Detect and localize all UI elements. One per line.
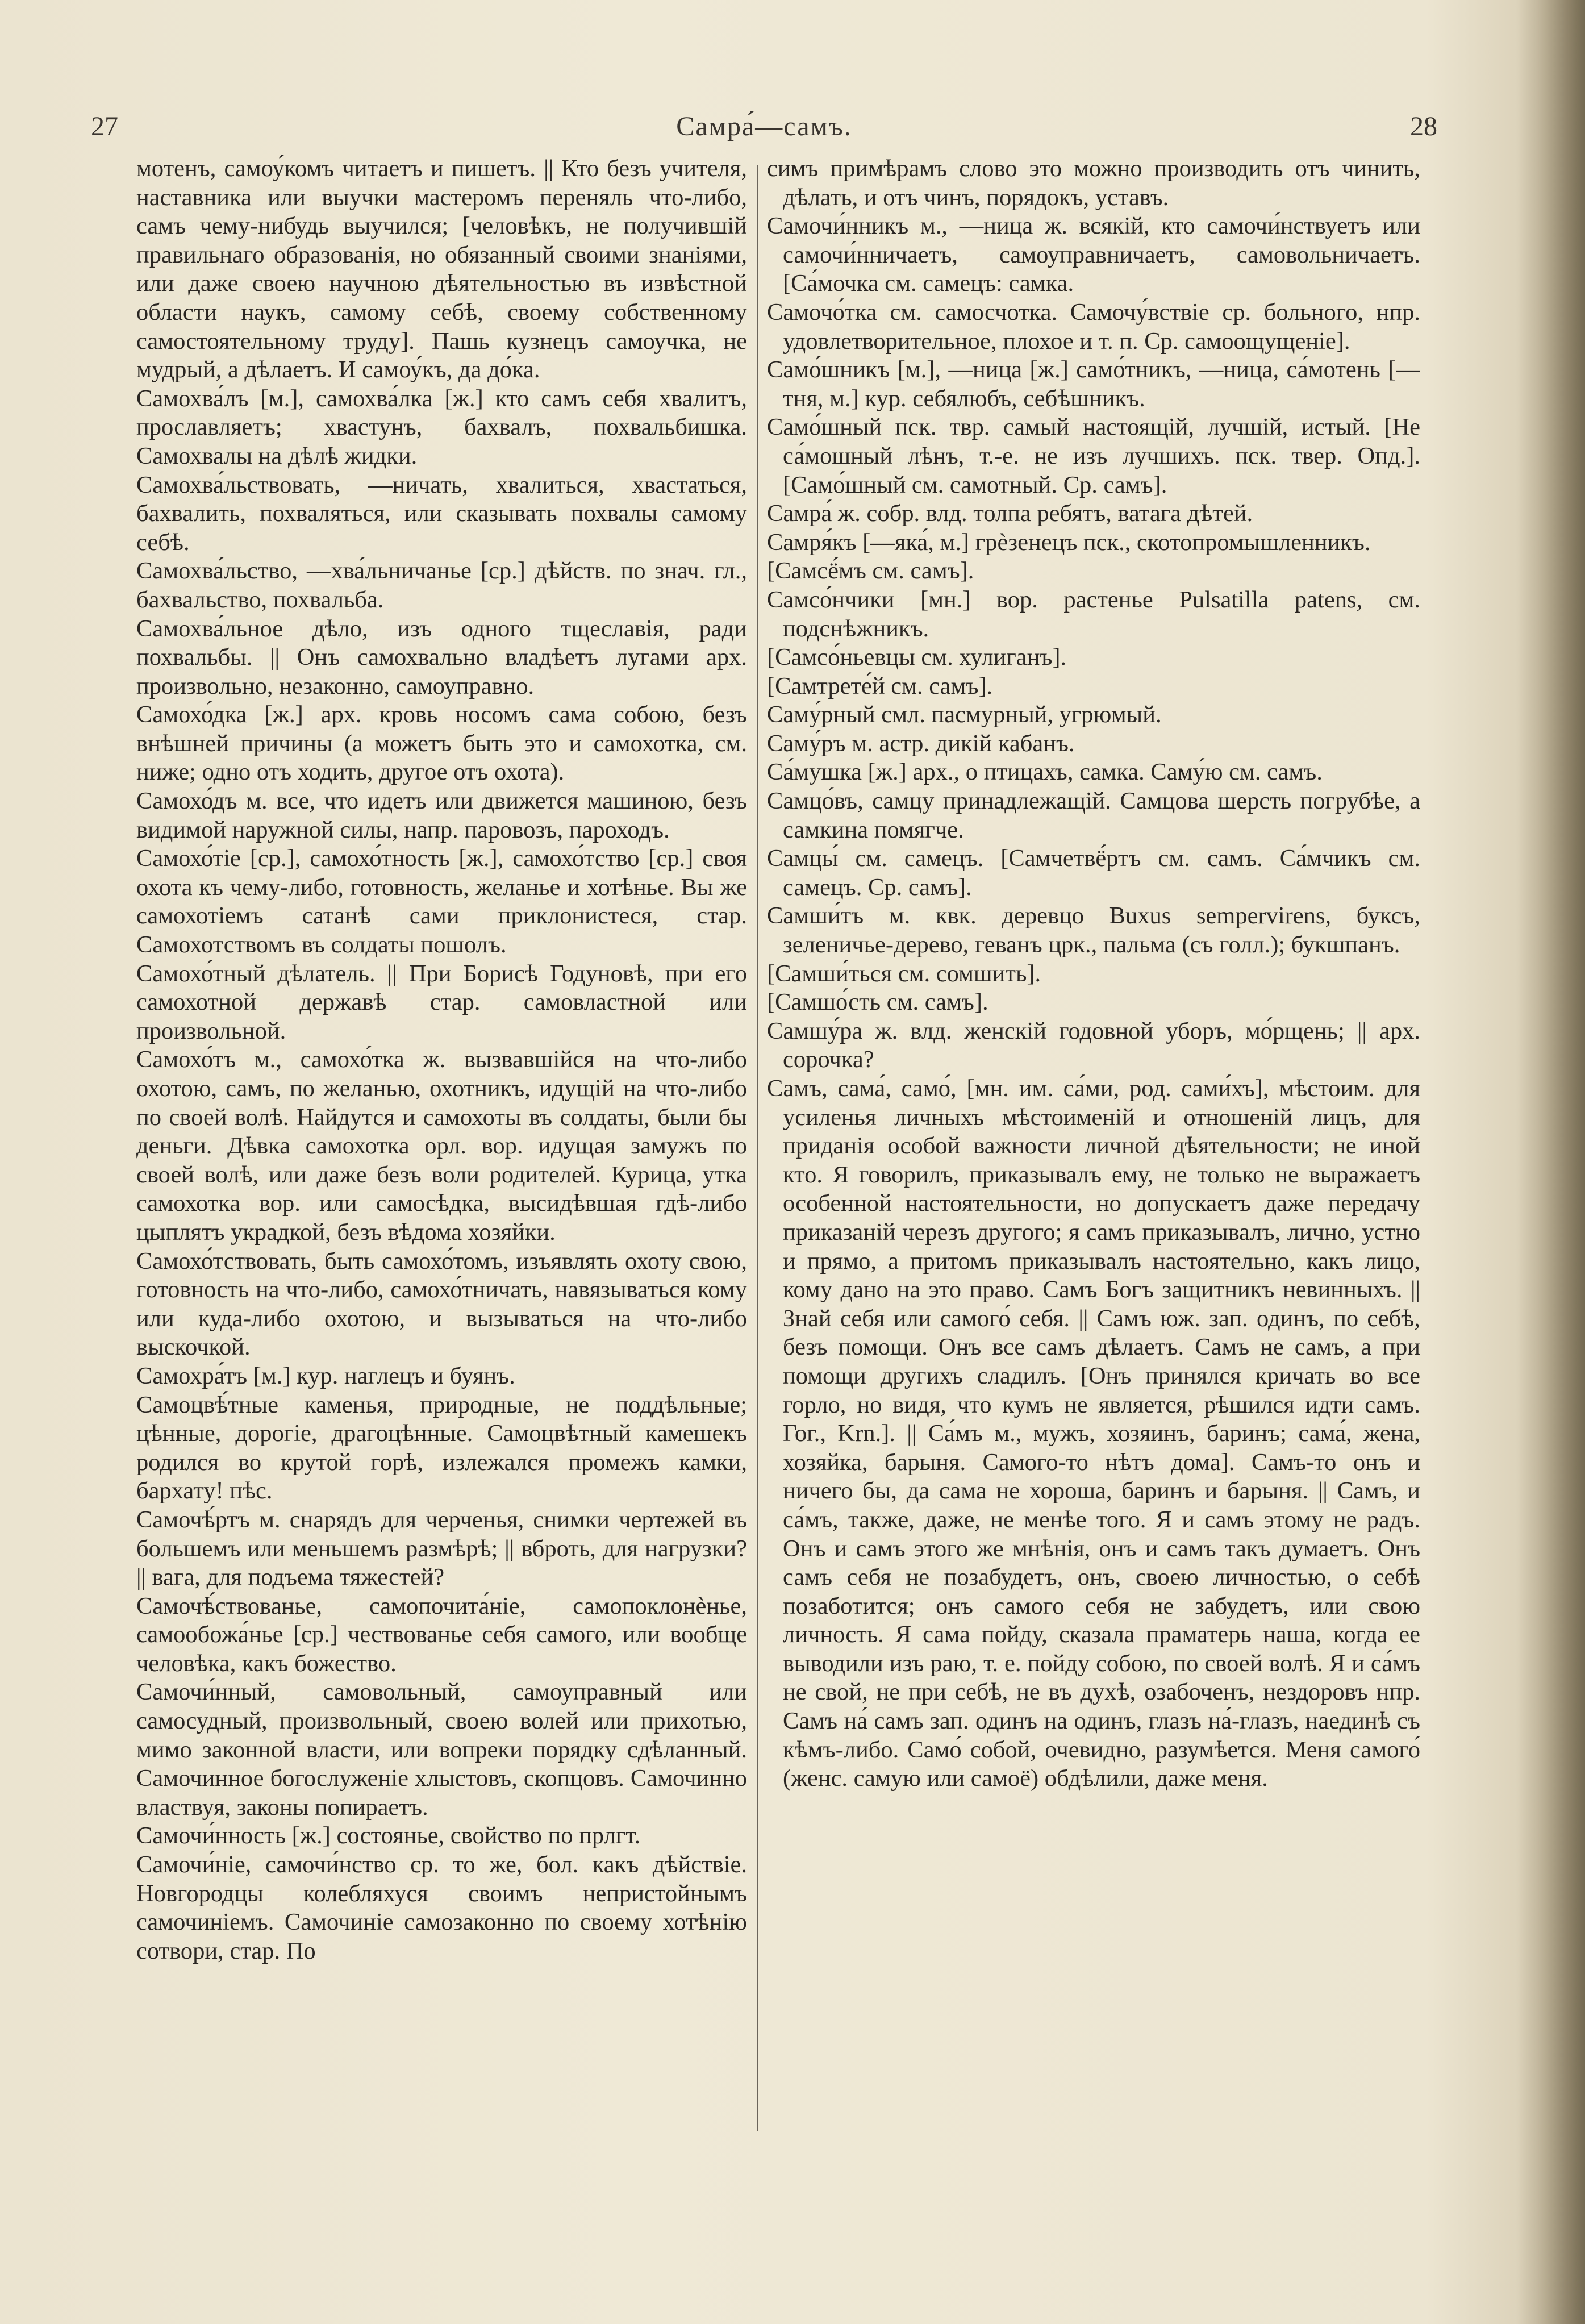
- page-number-right: 28: [1410, 111, 1437, 141]
- right-column: [767, 155, 1420, 2132]
- dictionary-entry: Самцы́ см. самецъ. [Самчетвё́ртъ см. самъ. Са́мчикъ см. самецъ. Ср. самъ].: [767, 845, 1420, 901]
- dictionary-entry: Самочи́нность [ж.] состоянье, свойство по прлгт.: [136, 1822, 641, 1850]
- dictionary-entry: Са́мушка [ж.] арх., о птицахъ, самка. Саму́ю см. самъ.: [767, 759, 1323, 786]
- dictionary-entry: Саму́рный смл. пасмурный, угрюмый.: [767, 701, 1162, 728]
- dictionary-entry: Самъ, сама́, само́, [мн. им. са́ми, род. сами́хъ], мѣстоим. для усиленья личныхъ мѣстоименій и отношеній лицъ, для приданія особой важности личной дѣятельности; не иной кто. Я говорилъ, приказывалъ ему, не только не выражаетъ особенной настоятельности, но допускаетъ даже передачу приказаній черезъ другого; я самъ приказывалъ, лично, устно и прямо, а притомъ приказывалъ настоятельно, какъ лицо, кому дано на это право. Самъ Богъ защитникъ невинныхъ. || Знай себя или самого́ себя. || Самъ юж. зап. одинъ, по себѣ, безъ помощи. Онъ все самъ дѣлаетъ. Самъ не самъ, а при помощи другихъ сладилъ. [Онъ принялся кричать во все горло, но видя, что кумъ не является, рѣшился идти самъ. Гог., Krn.]. || Са́мъ м., мужъ, хозяинъ, баринъ; сама́, жена, хозяйка, барыня. Самого-то нѣтъ дома]. Самъ-то онъ и ничего бы, да сама не хороша, баринъ и барыня. || Самъ, и са́мъ, также, даже, не менѣе того. Я и самъ этому не радъ. Онъ и самъ этого же мнѣнія, онъ и самъ такъ думаетъ. Онъ самъ себя не позабудетъ, онъ, своею личностью, о себѣ позаботится; онъ самого себя не забудетъ, или свою личность. Я сама пойду, сказала праматерь наша, когда ее выводили изъ раю, т. е. пойду собою, по своей волѣ. Я и са́мъ не свой, не при себѣ, не въ духѣ, озабоченъ, нездоровъ нпр. Самъ на́ самъ зап. одинъ на одинъ, глазъ на́-глазъ, наединѣ съ кѣмъ-либо. Само́ собой, очевидно, разумѣется. Меня самого́ (женс. самую или самоё) обдѣлили, даже меня.: [767, 1075, 1420, 1792]
- dictionary-entry: Самочи́ніе, самочи́нство ср. то же, бол. какъ дѣйствіе. Новгородцы колебляхуся своимъ непристойнымъ самочиніемъ. Самочиніе самозаконно по своему хотѣнію сотвори, стар. По: [136, 1851, 747, 1964]
- dictionary-entry: Самохо́тствовать, быть самохо́томъ, изъявлять охоту свою, готовность на что-либо, самохо́тничать, навязываться кому или куда-либо охотою, и вызываться на что-либо выскочкой.: [136, 1247, 747, 1361]
- left-column: [136, 155, 747, 2132]
- dictionary-entry: Самочи́нникъ м., —ница ж. всякій, кто самочи́нствуетъ или самочи́нничаетъ, самоуправничаетъ, самовольничаетъ. [Са́мочка см. самецъ: самка.: [767, 213, 1420, 297]
- column-divider: [757, 165, 758, 2131]
- dictionary-entry: Самохва́льство, —хва́льничанье [ср.] дѣйств. по знач. гл., бахвальство, похвальба.: [136, 557, 747, 613]
- dictionary-entry: Самохва́льствовать, —ничать, хвалиться, хвастаться, бахвалить, похваляться, или сказывать похвалы самому себѣ.: [136, 471, 747, 556]
- dictionary-entry: Самохра́тъ [м.] кур. наглецъ и буянъ.: [136, 1362, 515, 1389]
- dictionary-entry: Самоцвѣ́тные каменья, природные, не поддѣльные; цѣнные, дорогіе, драгоцѣнные. Самоцвѣтный камешекъ родился во крутой горѣ, излежался промежъ камки, бархату! пѣс.: [136, 1391, 747, 1505]
- dictionary-entry: Самцо́въ, самцу принадлежащій. Самцова шерсть погрубѣе, а самкина помягче.: [767, 788, 1420, 843]
- dictionary-entry: [Самсо́ньевцы см. хулиганъ].: [767, 644, 1067, 671]
- dictionary-entry: Самшу́ра ж. влд. женскій годовной уборъ, мо́рщень; || арх. сорочка?: [767, 1017, 1420, 1073]
- page-number-left: 27: [91, 111, 118, 141]
- dictionary-entry: [Самсё́мъ см. самъ].: [767, 557, 974, 585]
- dictionary-entry: симъ примѣрамъ слово это можно производить отъ чинить, дѣлать, и отъ чинъ, порядокъ, уставъ.: [767, 155, 1420, 211]
- dictionary-entry: Самши́тъ м. квк. деревцо Buxus sempervirens, буксъ, зеленичье-дерево, геванъ црк., пальма (съ голл.); букшпанъ.: [767, 902, 1420, 959]
- dictionary-entry: [Самтрете́й см. самъ].: [767, 672, 993, 699]
- dictionary-entry: Самсо́нчики [мн.] вор. растенье Pulsatilla patens, см. подснѣжникъ.: [767, 586, 1420, 642]
- dictionary-entry: Самочѣ́ртъ м. снарядъ для черченья, снимки чертежей въ большемъ или меньшемъ размѣрѣ; || вброть, для нагрузки? || вага, для подъема тяжестей?: [136, 1506, 747, 1591]
- dictionary-entry: Самохо́тіе [ср.], самохо́тность [ж.], самохо́тство [ср.] своя охота къ чему-либо, готовность, желанье и хотѣнье. Вы же самохотіемъ сатанѣ сами приклонистеся, стар. Самохотствомъ въ солдаты пошолъ.: [136, 845, 747, 959]
- dictionary-entry: Самохва́лъ [м.], самохва́лка [ж.] кто самъ себя хвалитъ, прославляетъ; хвастунъ, бахвалъ, похвальбишка. Самохвалы на дѣлѣ жидки.: [136, 385, 747, 469]
- dictionary-entry: Самохо́дка [ж.] арх. кровь носомъ сама собою, безъ внѣшней причины (а можетъ быть это и самохотка, см. ниже; одно отъ ходить, другое отъ охота).: [136, 701, 747, 786]
- dictionary-entry: Самря́къ [—яка́, м.] грѐзенецъ пск., скотопромышленникъ.: [767, 528, 1371, 556]
- dictionary-entry: Самочѣ́ствованье, самопочита́ніе, самопоклонѐнье, самообожа́нье [ср.] чествованье себя самого, или вообще человѣка, какъ божество.: [136, 1592, 747, 1677]
- dictionary-entry: Самохо́тный дѣлатель. || При Борисѣ Годуновѣ, при его самохотной державѣ стар. самовластной или произвольной.: [136, 960, 747, 1044]
- dictionary-entry: Саму́ръ м. астр. дикій кабанъ.: [767, 730, 1075, 757]
- dictionary-entry: Самочи́нный, самовольный, самоуправный или самосудный, произвольный, своею волей или прихотью, мимо законной власти, или вопреки порядку сдѣланный. Самочинное богослуженіе хлыстовъ, скопцовъ. Самочинно властвуя, законы попираетъ.: [136, 1679, 747, 1821]
- running-title: Самра́—самъ.: [676, 111, 852, 141]
- page-spine-shadow: [1517, 0, 1585, 2324]
- running-header: [91, 111, 1437, 151]
- dictionary-entry: [Самшо́сть см. самъ].: [767, 989, 988, 1016]
- dictionary-entry: Самохо́тъ м., самохо́тка ж. вызвавшійся на что-либо охотою, самъ, по желанью, охотникъ, идущій на что-либо по своей волѣ. Найдутся и самохоты въ солдаты, были бы деньги. Дѣвка самохотка орл. вор. идущая замужъ по своей волѣ, или даже безъ воли родителей. Курица, утка самохотка вор. или самосѣдка, высидѣвшая гдѣ-либо цыплятъ украдкой, безъ вѣдома хозяйки.: [136, 1046, 747, 1246]
- dictionary-entry: Самра́ ж. собр. влд. толпа ребятъ, ватага дѣтей.: [767, 500, 1253, 527]
- dictionary-entry: [Самши́ться см. сомшить].: [767, 960, 1041, 987]
- dictionary-entry: мотенъ, самоу́комъ читаетъ и пишетъ. || Кто безъ учителя, наставника или выучки мастеромъ переняль что-либо, самъ чему-нибудь выучился; [человѣкъ, не получившій правильнаго образованія, но обязанный своими знаніями, или даже своею научною дѣятельностью въ извѣстной области наукъ, самому себѣ, своему собственному самостоятельному труду]. Пашь кузнецъ самоучка, не мудрый, а дѣлаетъ. И самоу́къ, да до́ка.: [136, 155, 747, 384]
- dictionary-entry: Само́шникъ [м.], —ница [ж.] само́тникъ, —ница, са́мотень [—тня, м.] кур. себялюбъ, себѣшникъ.: [767, 356, 1420, 412]
- dictionary-entry: Самохва́льное дѣло, изъ одного тщеславія, ради похвальбы. || Онъ самохвально владѣетъ лугами арх. произвольно, незаконно, самоуправно.: [136, 615, 747, 699]
- dictionary-entry: Самохо́дъ м. все, что идетъ или движется машиною, безъ видимой наружной силы, напр. паровозъ, пароходъ.: [136, 788, 747, 843]
- dictionary-entry: Само́шный пск. твр. самый настоящій, лучшій, истый. [Не са́мошный лѣнъ, т.-е. не изъ лучшихъ. пск. твер. Опд.]. [Само́шный см. самотный. Ср. самъ].: [767, 414, 1420, 498]
- dictionary-entry: Самочо́тка см. самосчотка. Самочу́вствіе ср. больного, нпр. удовлетворительное, плохое и т. п. Ср. самоощущеніе].: [767, 298, 1420, 355]
